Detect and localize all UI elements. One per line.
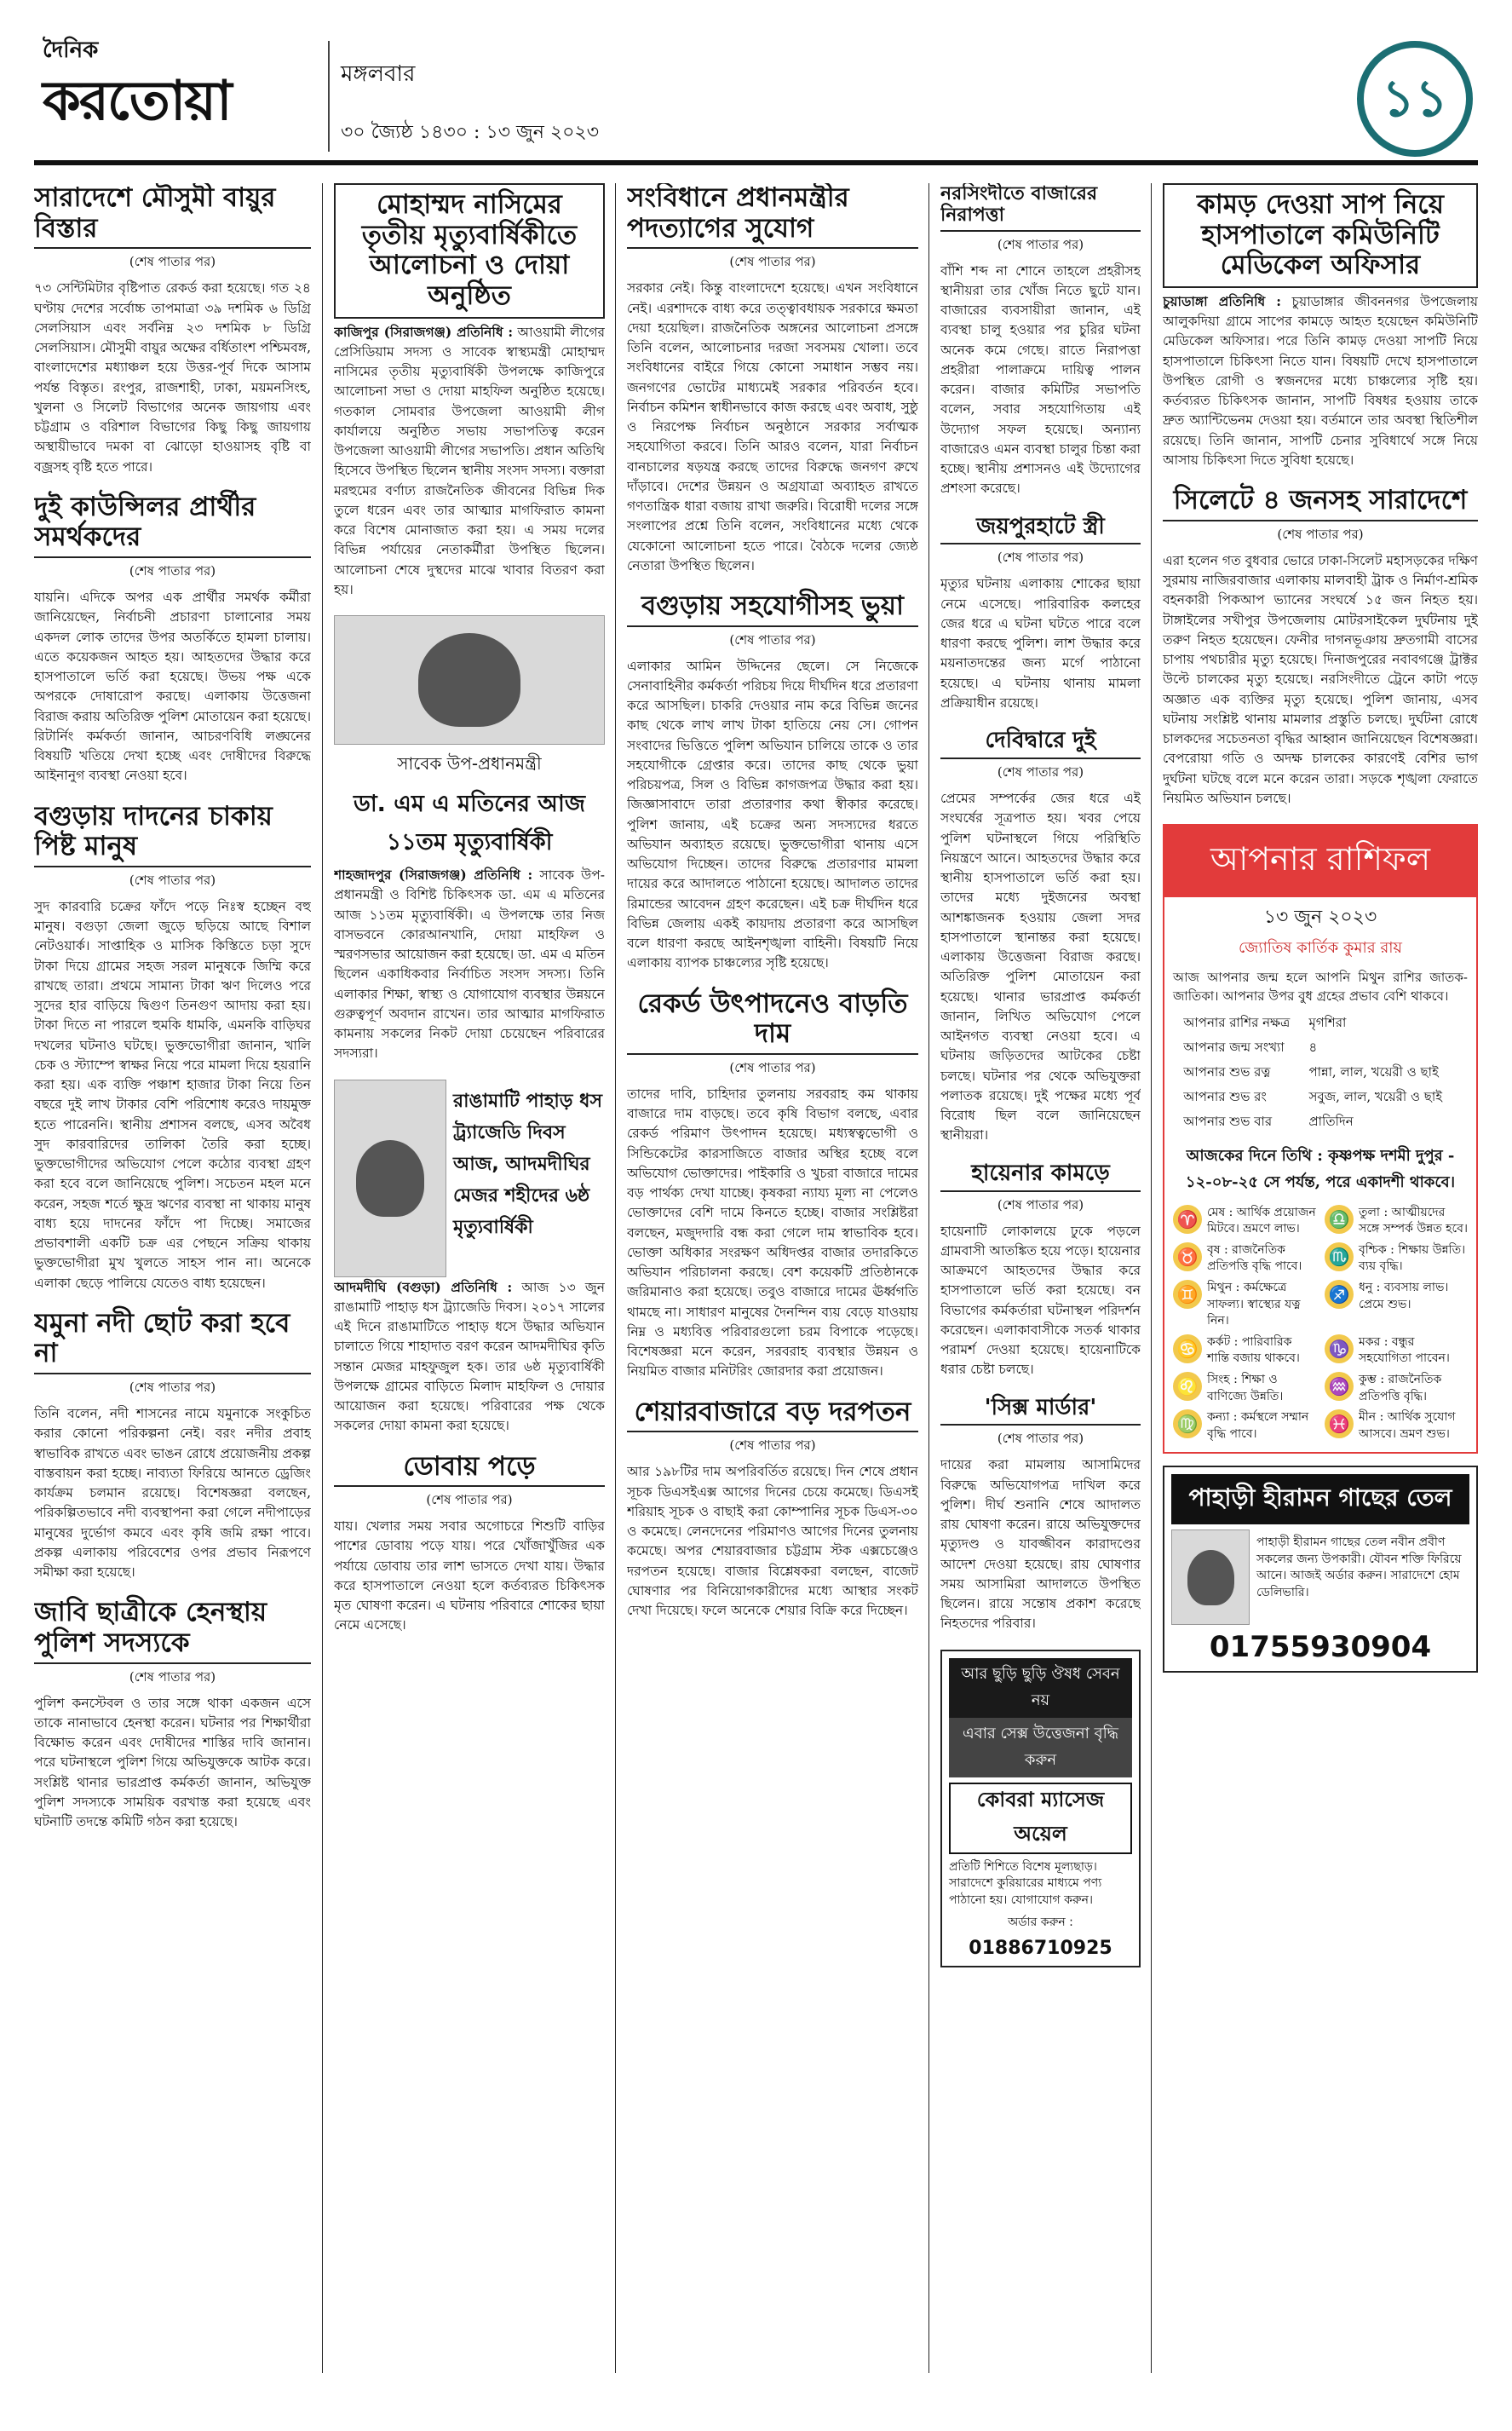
article-nasim [334,183,605,600]
article-jamuna [34,1309,311,1583]
row-label: আপনার জন্ম সংখ্যা [1183,1039,1285,1055]
continued-label: (শেষ পাতার পর) [729,254,816,270]
article-matin [334,615,605,1064]
article-byline: কাজিপুর (সিরাজগঞ্জ) প্রতিনিধি : [334,323,514,340]
article-body: সাবেক উপ-প্রধানমন্ত্রী ও বিশিষ্ট চিকিৎসক ডা. এম এ মতিনের আজ ১১তম মৃত্যুবার্ষিকী। এ উপলক্ষে তার নিজ বাসভবনে কোরআনখানি, দোয়া মাহফিল ও স্মরণসভার আয়োজন করা হয়েছে। ডা. এম এ মতিন ছিলেন একাধিকবার নির্বাচিত সংসদ সদস্য। তিনি এলাকার শিক্ষা, স্বাস্থ্য ও যোগাযোগ ব্যবস্থার উন্নয়নে গুরুত্বপূর্ণ অবদান রাখেন। তার আত্মার মাগফিরাত কামনায় সকলের নিকট দোয়া চেয়েছেন পরিবারের সদস্যরা। [334,867,605,1062]
ad-line: আর ছুড়ি ছুড়ি ঔষধ সেবন নয় [949,1658,1132,1718]
zodiac-text: মকর : বন্ধুর সহযোগিতা পাবেন। [1359,1334,1450,1366]
zodiac-text: মীন : আর্থিক সুযোগ আসবে। ভ্রমণ শুভ। [1359,1410,1456,1441]
row-value: প্রাতিদিন [1308,1113,1354,1129]
continued-label: (শেষ পাতার পর) [426,1492,513,1508]
zodiac-text: মিথুন : কর্মক্ষেত্রে সাফল্য। স্বাস্থ্যের যত্ন নিন। [1207,1280,1301,1328]
column-3 [627,183,918,2373]
article-body: এলাকার আমিন উদ্দিনের ছেলে। সে নিজেকে সেনাবাহিনীর কর্মকর্তা পরিচয় দিয়ে দীর্ঘদিন ধরে প্রতারণা করে আসছিল। চাকরি দেওয়ার নাম করে বিভিন্ন জনের কাছ থেকে লাখ লাখ টাকা হাতিয়ে নেয় সে। গোপন সংবাদের ভিত্তিতে পুলিশ অভিযান চালিয়ে তাকে ও তার সহযোগীকে গ্রেপ্তার করে। তাদের কাছ থেকে ভুয়া পরিচয়পত্র, সিল ও বিভিন্ন কাগজপত্র উদ্ধার করা হয়। জিজ্ঞাসাবাদে তারা প্রতারণার কথা স্বীকার করেছে। পুলিশ জানায়, এই চক্রের অন্য সদস্যদের ধরতে অভিযান অব্যাহত রয়েছে। ভুক্তভোগীরা থানায় এসে অভিযোগ দিচ্ছেন। তাদের বিরুদ্ধে প্রতারণার মামলা দায়ের করে আদালতে পাঠানো হয়েছে। আদালত তাদের রিমান্ডের আবেদন গ্রহণ করেছেন। এই চক্র দীর্ঘদিন ধরে বিভিন্ন জেলায় একই কায়দায় প্রতারণা করে আসছিল বলে ধারণা করছে আইনশৃঙ্খলা বাহিনী। বিষয়টি নিয়ে এলাকায় ব্যাপক চাঞ্চল্যের সৃষ্টি হয়েছে। [627,658,918,971]
zodiac-item [1173,1205,1316,1238]
article-byline: আদমদীঘি (বগুড়া) প্রতিনিধি : [334,1278,513,1295]
continued-label: (শেষ পাতার পর) [997,236,1084,252]
column-1 [34,183,311,2373]
ad-brand: কোবরা ম্যাসেজ অয়েল [949,1783,1132,1854]
article-hyena [940,1161,1141,1380]
zodiac-text: মেষ : আর্থিক প্রয়োজন মিটবে। ভ্রমণে লাভ। [1207,1205,1316,1236]
ad-body: প্রতিটি শিশিতে বিশেষ মূল্যছাড়। সারাদেশে কুরিয়ারের মাধ্যমে পণ্য পাঠানো হয়। যোগাযোগ করুন। [949,1859,1102,1907]
article-share [627,1397,918,1622]
article-snake [1163,183,1478,470]
portrait-image [418,633,520,727]
article-body: পুলিশ কনস্টেবল ও তার সঙ্গে থাকা একজন এসে তাকে নানাভাবে হেনস্থা করেন। ঘটনার পর শিক্ষার্থীরা বিক্ষোভ করেন এবং দোষীদের শাস্তির দাবি জানান। পরে ঘটনাস্থলে পুলিশ গিয়ে অভিযুক্তকে আটক করে। সংশ্লিষ্ট থানার ভারপ্রাপ্ত কর্মকর্তা জানান, অভিযুক্ত পুলিশ সদস্যকে সাময়িক বরখাস্ত করা হয়েছে এবং ঘটনাটি তদন্তে কমিটি গঠন করা হয়েছে। [34,1695,311,1830]
table-row [1180,1086,1460,1110]
continued-label: (শেষ পাতার পর) [729,631,816,648]
column-4 [940,183,1141,2373]
zodiac-item [1173,1409,1316,1443]
column-rule [1151,183,1152,2373]
continued-label: (শেষ পাতার পর) [997,1196,1084,1213]
zodiac-text: বৃষ : রাজনৈতিক প্রতিপত্তি বৃদ্ধি পাবে। [1207,1242,1302,1274]
article-body: চুয়াডাঙ্গার জীবননগর উপজেলায় আলুকদিয়া গ্রামে সাপের কামড়ে আহত হয়েছেন কমিউনিটি মেডিকেল অফিসার। পরে তিনি কামড় দেওয়া সাপটি নিয়ে হাসপাতালে চিকিৎসা নিতে যান। বিষয়টি দেখে হাসপাতালে উপস্থিত রোগী ও স্বজনদের মধ্যে চাঞ্চল্যের সৃষ্টি হয়। কর্তব্যরত চিকিৎসক জানান, সাপটি বিষধর হওয়ায় তাকে দ্রুত অ্যান্টিভেনম দেওয়া হয়। বর্তমানে তার অবস্থা স্থিতিশীল রয়েছে। তিনি জানান, সাপটি চেনার সুবিধার্থে সঙ্গে নিয়ে আসায় চিকিৎসা দিতে সুবিধা হয়েছে। [1163,293,1478,468]
column-2 [334,183,605,2373]
horoscope-intro: আজ আপনার জন্ম হলে আপনি মিথুন রাশির জাতক-জাতিকা। আপনার উপর বুধ গ্রহের প্রভাব বেশি থাকবে। [1173,970,1468,1004]
article-body: আজ ১৩ জুন রাঙামাটি পাহাড় ধস ট্র্যাজেডি দিবস। ২০১৭ সালের এই দিনে রাঙামাটিতে পাহাড় ধসে উদ্ধার অভিযান চালাতে গিয়ে শাহাদাত বরণ করেন আদমদীঘির কৃতি সন্তান মেজর মাহফুজুল হক। তার ৬ষ্ঠ মৃত্যুবার্ষিকী উপলক্ষে গ্রামের বাড়িতে মিলাদ মাহফিল ও দোয়ার আয়োজন করা হয়েছে। পরিবারের পক্ষ থেকে সকলের দোয়া কামনা করা হয়েছে। [334,1279,605,1434]
article-body: যায়নি। এদিকে অপর এক প্রার্থীর সমর্থক কর্মীরা জানিয়েছেন, নির্বাচনী প্রচারণা চালানোর সময় একদল লোক তাদের উপর অতর্কিতে হামলা চালায়। এতে কয়েকজন আহত হয়। আহতদের উদ্ধার করে হাসপাতালে ভর্তি করা হয়েছে। উভয় পক্ষ একে অপরকে দোষারোপ করছে। এলাকায় উত্তেজনা বিরাজ করায় অতিরিক্ত পুলিশ মোতায়েন করা হয়েছে। রিটার্নিং কর্মকর্তা জানান, আচরণবিধি লঙ্ঘনের বিষয়টি খতিয়ে দেখা হচ্ছে এবং দোষীদের বিরুদ্ধে আইনানুগ ব্যবস্থা নেওয়া হবে। [34,590,311,784]
continued-label: (শেষ পাতার পর) [997,550,1084,566]
article-fake [627,591,918,974]
article-body: ৭৩ সেন্টিমিটার বৃষ্টিপাত রেকর্ড করা হয়েছে। গত ২৪ ঘণ্টায় দেশের সর্বোচ্চ তাপমাত্রা ৩৯ দশমিক ৬ ডিগ্রি সেলসিয়াস এবং সর্বনিম্ন ২৩ দশমিক ৮ ডিগ্রি সেলসিয়াস। মৌসুমী বায়ুর অক্ষের বর্ধিতাংশ পশ্চিমবঙ্গ, বাংলাদেশের মধ্যাঞ্চল হয়ে উত্তর-পূর্ব দিকে আসাম পর্যন্ত বিস্তৃত। রংপুর, রাজশাহী, ঢাকা, ময়মনসিংহ, খুলনা ও সিলেট বিভাগের অনেক জায়গায় এবং চট্টগ্রাম ও বরিশাল বিভাগের কিছু কিছু জায়গায় অস্থায়ীভাবে দমকা বা ঝোড়ো হাওয়াসহ বৃষ্টি বা বজ্রসহ বৃষ্টি হতে পারে। [34,280,311,475]
article-body: তিনি বলেন, নদী শাসনের নামে যমুনাকে সংকুচিত করার কোনো পরিকল্পনা নেই। বরং নদীর প্রবাহ স্বাভাবিক রাখতে এবং ভাঙন রোধে প্রয়োজনীয় প্রকল্প বাস্তবায়ন করা হচ্ছে। নাব্যতা ফিরিয়ে আনতে ড্রেজিং কার্যক্রম চলমান রয়েছে। বিশেষজ্ঞরা বলছেন, পরিকল্পিতভাবে নদী ব্যবস্থাপনা করা গেলে নদীপাড়ের মানুষের দুর্ভোগ কমবে এবং কৃষি জমি রক্ষা পাবে। প্রকল্প এলাকায় পরিবেশের ওপর প্রভাব নিরূপণে সমীক্ষা করা হয়েছে। [34,1406,311,1581]
article-body: সুদ কারবারি চক্রের ফাঁদে পড়ে নিঃস্ব হচ্ছেন বহু মানুষ। বগুড়া জেলা জুড়ে ছড়িয়ে আছে বিশাল নেটওয়ার্ক। সাপ্তাহিক ও মাসিক কিস্তিতে চড়া সুদে টাকা দিয়ে গ্রামের সহজ সরল মানুষকে জিম্মি করে রাখছে তারা। প্রথমে সামান্য টাকা ঋণ দিলেও পরে সুদের হার বাড়িয়ে দ্বিগুণ তিনগুণ আদায় করা হয়। টাকা দিতে না পারলে হুমকি ধামকি, এমনকি বাড়িঘর দখলের ঘটনাও ঘটছে। ভুক্তভোগীরা জানান, খালি চেক ও স্ট্যাম্পে স্বাক্ষর নিয়ে পরে মামলা দিয়ে হয়রানি করা হয়। এক ব্যক্তি পঞ্চাশ হাজার টাকা নিয়ে তিন বছরে দুই লাখ টাকার বেশি পরিশোধ করেও দায়মুক্ত হতে পারেননি। স্থানীয় প্রশাসন বলছে, এসব অবৈধ সুদ কারবারিদের তালিকা তৈরি করা হচ্ছে। ভুক্তভোগীদের অভিযোগ পেলে কঠোর ব্যবস্থা গ্রহণ করা হবে বলে জানিয়েছে পুলিশ। সচেতন মহল মনে করেন, সহজ শর্তে ক্ষুদ্র ঋণের ব্যবস্থা না থাকায় মানুষ বাধ্য হয়ে দাদনের ফাঁদে পা দিচ্ছে। সমাজের প্রভাবশালী একটি চক্র এর পেছনে সক্রিয় থাকায় ভুক্তভোগীরা মুখ খুলতে সাহস পান না। অনেকে এলাকা ছেড়ে পালিয়ে যেতেও বাধ্য হয়েছেন। [34,898,311,1291]
article-body: যায়। খেলার সময় সবার অগোচরে শিশুটি বাড়ির পাশের ডোবায় পড়ে যায়। পরে খোঁজাখুঁজির এক পর্যায়ে ডোবায় তার লাশ ভাসতে দেখা যায়। উদ্ধার করে হাসপাতালে নেওয়া হলে কর্তব্যরত চিকিৎসক মৃত ঘোষণা করেন। এ ঘটনায় পরিবারে শোকের ছায়া নেমে এসেছে। [334,1518,605,1633]
article-headline: জয়পুরহাটে স্ত্রী [940,515,1141,545]
portrait-image [1187,1550,1234,1605]
article-headline: দেবিদ্বারে দুই [940,729,1141,759]
zodiac-item [1325,1334,1468,1368]
row-label: আপনার শুভ বার [1183,1113,1273,1129]
article-body: সরকার নেই। কিন্তু বাংলাদেশে হয়েছে। এখন সংবিধানে নেই। এরশাদকে বাধ্য করে তত্ত্বাবধায়ক সরকারে ক্ষমতা দেয়া হয়েছিল। রাজনৈতিক অঙ্গনের আলোচনা প্রসঙ্গে তিনি বলেন, আলোচনার দরজা সবসময় খোলা। তবে সংবিধানের বাইরে গিয়ে কোনো সমাধান সম্ভব নয়। জনগণের ভোটের মাধ্যমেই সরকার পরিবর্তন হবে। নির্বাচন কমিশন স্বাধীনভাবে কাজ করছে এবং অবাধ, সুষ্ঠু ও নিরপেক্ষ নির্বাচন অনুষ্ঠানে সরকার সর্বাত্মক সহযোগিতা করবে। তিনি আরও বলেন, যারা নির্বাচন বানচালের ষড়যন্ত্র করছে তাদের বিরুদ্ধে জনগণ রুখে দাঁড়াবে। দেশের উন্নয়ন ও অগ্রযাত্রা অব্যাহত রাখতে গণতান্ত্রিক ধারা বজায় রাখা জরুরি। বিরোধী দলের সঙ্গে সংলাপের প্রশ্নে তিনি বলেন, সংবিধানের মধ্যে থেকে যেকোনো আলোচনা হতে পারে। বৈঠকে দলের জ্যেষ্ঠ নেতারা উপস্থিত ছিলেন। [627,280,918,573]
continued-label: (শেষ পাতার পর) [997,1431,1084,1447]
aries-icon: ♈ [1173,1205,1202,1234]
article-headline: কামড় দেওয়া সাপ নিয়ে হাসপাতালে কমিউনিটি মেডিকেল অফিসার [1163,183,1478,288]
horoscope-title: আপনার রাশিফল [1164,826,1476,897]
ad-line: এবার সেক্স উত্তেজনা বৃদ্ধি করুন [949,1718,1132,1777]
article-monsoon [34,183,311,477]
masthead-rule [34,160,1478,165]
continued-label: (শেষ পাতার পর) [129,1380,216,1396]
article-councillor [34,493,311,786]
article-headline: বগুড়ায় সহযোগীসহ ভুয়া [627,591,918,627]
row-label: আপনার শুভ রং [1183,1088,1267,1104]
article-rangamati [334,1080,605,1437]
article-body: প্রেমের সম্পর্কের জের ধরে এই সংঘর্ষের সূত্রপাত হয়। খবর পেয়ে পুলিশ ঘটনাস্থলে গিয়ে পরিস্থিতি নিয়ন্ত্রণে আনে। আহতদের উদ্ধার করে স্থানীয় হাসপাতালে ভর্তি করা হয়। তাদের মধ্যে দুইজনের অবস্থা আশঙ্কাজনক হওয়ায় জেলা সদর হাসপাতালে স্থানান্তর করা হয়েছে। এলাকায় উত্তেজনা বিরাজ করছে। অতিরিক্ত পুলিশ মোতায়েন করা হয়েছে। থানার ভারপ্রাপ্ত কর্মকর্তা জানান, লিখিত অভিযোগ পেলে আইনগত ব্যবস্থা নেওয়া হবে। এ ঘটনায় জড়িতদের আটকের চেষ্টা চলছে। ঘটনার পর থেকে অভিযুক্তরা পলাতক রয়েছে। দুই পক্ষের মধ্যে পূর্ব বিরোধ ছিল বলে জানিয়েছেন স্থানীয়রা। [940,791,1141,1143]
article-headline: হায়েনার কামড়ে [940,1161,1141,1192]
article-body: দায়ের করা মামলায় আসামিদের বিরুদ্ধে অভিযোগপত্র দাখিল করে পুলিশ। দীর্ঘ শুনানি শেষে আদালত রায় ঘোষণা করেন। রায়ে অভিযুক্তদের মৃত্যুদণ্ড ও যাবজ্জীবন কারাদণ্ডের আদেশ দেওয়া হয়েছে। রায় ঘোষণার সময় আসামিরা আদালতে উপস্থিত ছিলেন। রায়ে সন্তোষ প্রকাশ করেছে নিহতদের পরিবার। [940,1457,1141,1632]
horoscope-date: ১৩ জুন ২০২৩ [1263,907,1377,929]
article-headline: মোহাম্মদ নাসিমের তৃতীয় মৃত্যুবার্ষিকীতে আলোচনা ও দোয়া অনুষ্ঠিত [334,183,605,319]
photo-caption: সাবেক উপ-প্রধানমন্ত্রী [397,753,542,775]
ad-phone: 01886710925 [969,1938,1112,1960]
horoscope-box [1163,824,1478,1454]
ad-body: পাহাড়ী হীরামন গাছের তেল নবীন প্রবীণ সকলের জন্য উপকারী। যৌবন শক্তি ফিরিয়ে আনে। আজই অর্ডার করুন। সারাদেশে হোম ডেলিভারি। [1256,1535,1462,1600]
zodiac-text: বৃশ্চিক : শিক্ষায় উন্নতি। ব্যয় বৃদ্ধি। [1359,1242,1466,1274]
masthead-divider [328,41,330,152]
gemini-icon: ♊ [1173,1280,1202,1309]
ad-photo [1171,1529,1250,1625]
cancer-icon: ♋ [1173,1334,1202,1363]
article-constitution [627,183,918,576]
masthead-date: ৩০ জ্যৈষ্ঠ ১৪৩০ : ১৩ জুন ২০২৩ [341,122,600,143]
article-headline: বগুড়ায় দাদনের চাকায় পিষ্ট মানুষ [34,802,311,867]
sagittarius-icon: ♐ [1325,1280,1354,1309]
article-headline: দুই কাউন্সিলর প্রার্থীর সমর্থকদের [34,493,311,558]
libra-icon: ♎ [1325,1205,1354,1234]
masthead [34,15,1478,160]
masthead-day: মঙ্গলবার [341,61,416,87]
column-rule [928,183,929,2373]
zodiac-item [1173,1280,1316,1330]
article-sylhet [1163,486,1478,809]
masthead-small-title: দৈনিক [43,37,99,63]
hiraman-oil-ad [1163,1466,1478,1673]
virgo-icon: ♍ [1173,1409,1202,1438]
portrait-image [356,1140,424,1217]
row-value: পান্না, লাল, খয়েরী ও ছাই [1308,1063,1439,1080]
table-row [1180,1061,1460,1086]
continued-label: (শেষ পাতার পর) [129,563,216,579]
capricorn-icon: ♑ [1325,1334,1354,1363]
zodiac-item [1325,1280,1468,1330]
article-headline: সংবিধানে প্রধানমন্ত্রীর পদত্যাগের সুযোগ [627,183,918,249]
article-body: আওয়ামী লীগের প্রেসিডিয়াম সদস্য ও সাবেক স্বাস্থ্যমন্ত্রী মোহাম্মদ নাসিমের তৃতীয় মৃত্যুবার্ষিকী উপলক্ষে কাজিপুরে আলোচনা সভা ও দোয়া মাহফিল অনুষ্ঠিত হয়েছে। গতকাল সোমবার উপজেলা আওয়ামী লীগ কার্যালয়ে অনুষ্ঠিত সভায় সভাপতিত্ব করেন উপজেলা আওয়ামী লীগের সভাপতি। প্রধান অতিথি হিসেবে উপস্থিত ছিলেন স্থানীয় সংসদ সদস্য। বক্তারা মরহুমের বর্ণাঢ্য রাজনৈতিক জীবনের বিভিন্ন দিক তুলে ধরেন এবং তার আত্মার মাগফিরাত কামনা করে বিশেষ মোনাজাত করা হয়। এ সময় দলের বিভিন্ন পর্যায়ের নেতাকর্মীরা উপস্থিত ছিলেন। আলোচনা শেষে দুস্থদের মাঝে খাবার বিতরণ করা হয়। [334,324,605,597]
article-headline: সিলেটে ৪ জনসহ সারাদেশে [1163,486,1478,521]
article-joypurhat [940,515,1141,714]
major-photo [334,1080,446,1277]
zodiac-item [1173,1242,1316,1276]
table-row [1180,1110,1460,1135]
zodiac-text: কন্যা : কর্মস্থলে সম্মান বৃদ্ধি পাবে। [1207,1410,1309,1441]
pisces-icon: ♓ [1325,1409,1354,1438]
article-headline: শেয়ারবাজারে বড় দরপতন [627,1397,918,1433]
article-headline: নরসিংদীতে বাজারের নিরাপত্তা [940,183,1141,232]
article-body: মৃত্যুর ঘটনায় এলাকায় শোকের ছায়া নেমে এসেছে। পারিবারিক কলহের জের ধরে এ ঘটনা ঘটতে পারে বলে ধারণা করছে পুলিশ। লাশ উদ্ধার করে ময়নাতদন্তের জন্য মর্গে পাঠানো হয়েছে। এ ঘটনায় থানায় মামলা প্রক্রিয়াধীন রয়েছে। [940,576,1141,711]
article-body: তাদের দাবি, চাহিদার তুলনায় সরবরাহ কম থাকায় বাজারে দাম বাড়ছে। তবে কৃষি বিভাগ বলছে, এবার রেকর্ড পরিমাণ উৎপাদন হয়েছে। মধ্যস্বত্বভোগী ও সিন্ডিকেটের কারসাজিতে বাজার অস্থির হচ্ছে বলে অভিযোগ ভোক্তাদের। পাইকারি ও খুচরা বাজারে দামের বড় পার্থক্য দেখা যাচ্ছে। কৃষকরা ন্যায্য মূল্য না পেলেও ভোক্তাদের বেশি দামে কিনতে হচ্ছে। বাজার সংশ্লিষ্টরা বলছেন, মজুদদারি বন্ধ করা গেলে দাম স্বাভাবিক হবে। ভোক্তা অধিকার সংরক্ষণ অধিদপ্তর বাজার তদারকিতে অভিযান পরিচালনা করছে। বেশ কয়েকটি প্রতিষ্ঠানকে জরিমানাও করা হয়েছে। তবুও বাজারে দামের ঊর্ধ্বগতি থামছে না। সাধারণ মানুষের দৈনন্দিন ব্যয় বেড়ে যাওয়ায় নিম্ন ও মধ্যবিত্ত পরিবারগুলো চরম বিপাকে পড়েছে। বিশেষজ্ঞরা মনে করেন, সরবরাহ ব্যবস্থার উন্নয়ন ও নিয়মিত বাজার মনিটরিং জোরদার করা প্রয়োজন। [627,1086,918,1380]
continued-label: (শেষ পাতার পর) [729,1437,816,1454]
ad-phone-label: অর্ডার করুন : [1008,1915,1073,1930]
article-debidwar [940,729,1141,1145]
row-label: আপনার রাশির নক্ষত্র [1183,1014,1291,1030]
aquarius-icon: ♒ [1325,1372,1354,1401]
article-jabi [34,1598,311,1832]
horoscope-tithi: আজকের দিনে তিথি : কৃষ্ণপক্ষ দশমী দুপুর - ১২-০৮-২৫ সে পর্যন্ত, পরে একাদশী থাকবে। [1185,1146,1456,1191]
matin-photo [334,615,605,745]
article-narsingdi [940,183,1141,499]
article-headline: রাঙামাটি পাহাড় ধস ট্র্যাজেডি দিবস আজ, আদমদীঘির মেজর শহীদের ৬ষ্ঠ মৃত্যুবার্ষিকী [453,1090,603,1238]
continued-label: (শেষ পাতার পর) [729,1059,816,1075]
scorpio-icon: ♏ [1325,1242,1354,1271]
zodiac-item [1325,1205,1468,1238]
zodiac-item [1325,1409,1468,1443]
row-value: মৃগশিরা [1308,1014,1347,1030]
ad-headline: পাহাড়ী হীরামন গাছের তেল [1171,1474,1469,1524]
zodiac-item [1173,1372,1316,1405]
zodiac-text: সিংহ : শিক্ষা ও বাণিজ্যে উন্নতি। [1207,1372,1284,1403]
zodiac-text: কুম্ভ : রাজনৈতিক প্রতিপত্তি বৃদ্ধি। [1359,1372,1442,1403]
article-six-murder [940,1396,1141,1634]
article-body: এরা হলেন গত বুধবার ভোরে ঢাকা-সিলেট মহাসড়কের দক্ষিণ সুরমায় নাজিরবাজার এলাকায় মালবাহী ট্রাক ও নির্মাণ-শ্রমিক বহনকারী পিকআপ ভ্যানের সংঘর্ষে ১৫ জন নিহত হয়। টাঙ্গাইলের সখীপুর উপজেলায় মোটরসাইকেল দুর্ঘটনায় দুই তরুণ নিহত হয়েছেন। ফেনীর দাগনভূঞায় দ্রুতগামী বাসের চাপায় পথচারীর মৃত্যু হয়েছে। দিনাজপুরের নবাবগঞ্জে ট্রাক্টর উল্টে চালকের মৃত্যু হয়েছে। নরসিংদীতে ট্রেনে কাটা পড়ে অজ্ঞাত এক ব্যক্তির মৃত্যু হয়েছে। পুলিশ জানায়, এসব ঘটনায় সংশ্লিষ্ট থানায় মামলার প্রস্তুতি চলছে। দুর্ঘটনা রোধে চালকদের সচেতনতা বৃদ্ধির আহ্বান জানিয়েছেন বিশেষজ্ঞরা। বেপরোয়া গতি ও অদক্ষ চালকের কারণেই বেশির ভাগ দুর্ঘটনা ঘটছে বলে মনে করেন তারা। সড়কে শৃঙ্খলা ফেরাতে নিয়মিত অভিযান চলছে। [1163,552,1478,806]
row-value: সবুজ, লাল, খয়েরী ও ছাই [1308,1088,1443,1104]
page-number: ১১ [1357,41,1473,157]
horoscope-author: জ্যোতিষ কার্তিক কুমার রায় [1238,939,1403,958]
article-byline: শাহজাদপুর (সিরাজগঞ্জ) প্রতিনিধি : [334,867,533,884]
zodiac-item [1325,1242,1468,1276]
zodiac-item [1173,1334,1316,1368]
column-rule [615,183,616,2373]
continued-label: (শেষ পাতার পর) [1277,526,1364,542]
article-headline: জাবি ছাত্রীকে হেনস্থায় পুলিশ সদস্যকে [34,1598,311,1663]
horoscope-table [1180,1011,1460,1135]
row-label: আপনার শুভ রত্ন [1183,1063,1271,1080]
zodiac-text: ধনু : ব্যবসায় লাভ। প্রেমে শুভ। [1359,1280,1449,1311]
article-doba [334,1452,605,1636]
article-headline: সারাদেশে মৌসুমী বায়ুর বিস্তার [34,183,311,249]
taurus-icon: ♉ [1173,1242,1202,1271]
table-row [1180,1011,1460,1036]
continued-label: (শেষ পাতার পর) [129,872,216,888]
column-rule [322,183,323,2373]
ad-phone: 01755930904 [1209,1630,1432,1665]
row-value: ৪ [1308,1039,1318,1055]
cobra-ad [940,1650,1141,1968]
continued-label: (শেষ পাতার পর) [997,764,1084,781]
continued-label: (শেষ পাতার পর) [129,1668,216,1685]
article-body: বাঁশি শব্দ না শোনে তাহলে প্রহরীসহ স্থানীয়রা তার খোঁজ নিতে ছুটে যান। বাজারের ব্যবসায়ীরা জানান, এই ব্যবস্থা চালু হওয়ার পর চুরির ঘটনা অনেক কমে গেছে। রাতে নিরাপত্তা প্রহরীরা পালাক্রমে দায়িত্ব পালন করেন। বাজার কমিটির সভাপতি বলেন, সবার সহযোগিতায় এই উদ্যোগ সফল হয়েছে। অন্যান্য বাজারেও এমন ব্যবস্থা চালুর চিন্তা করা হচ্ছে। স্থানীয় প্রশাসনও এই উদ্যোগের প্রশংসা করেছে। [940,262,1141,497]
article-price [627,989,918,1382]
article-headline: 'সিক্স মার্ডার' [940,1396,1141,1426]
table-row [1180,1036,1460,1061]
article-byline: চুয়াডাঙ্গা প্রতিনিধি : [1163,292,1281,309]
continued-label: (শেষ পাতার পর) [129,254,216,270]
article-headline: ডা. এম এ মতিনের আজ ১১তম মৃত্যুবার্ষিকী [353,791,586,856]
article-body: আর ১৯৮টির দাম অপরিবর্তিত রয়েছে। দিন শেষে প্রধান সূচক ডিএসইএক্স আগের দিনের চেয়ে কমেছে। ডিএসই শরিয়াহ সূচক ও বাছাই করা কোম্পানির সূচক ডিএস-৩০ ও কমেছে। লেনদেনের পরিমাণও আগের দিনের তুলনায় কমেছে। অপর শেয়ারবাজার চট্টগ্রাম স্টক এক্সচেঞ্জেও দরপতন হয়েছে। বাজার বিশ্লেষকরা বলছেন, বাজেট ঘোষণার পর বিনিয়োগকারীদের মধ্যে আস্থার সংকট দেখা দিয়েছে। ফলে অনেকে শেয়ার বিক্রি করে দিচ্ছেন। [627,1464,918,1619]
leo-icon: ♌ [1173,1372,1202,1401]
zodiac-item [1325,1372,1468,1405]
zodiac-grid [1164,1200,1476,1453]
article-body: হায়েনাটি লোকালয়ে ঢুকে পড়লে গ্রামবাসী আতঙ্কিত হয়ে পড়ে। হায়েনার আক্রমণে আহতদের উদ্ধার করে হাসপাতালে ভর্তি করা হয়েছে। বন বিভাগের কর্মকর্তারা ঘটনাস্থল পরিদর্শন করেছেন। এলাকাবাসীকে সতর্ক থাকার পরামর্শ দেওয়া হয়েছে। হায়েনাটিকে ধরার চেষ্টা চলছে। [940,1223,1141,1378]
article-headline: ডোবায় পড়ে [334,1452,605,1488]
zodiac-text: কর্কট : পারিবারিক শান্তি বজায় থাকবে। [1207,1334,1300,1366]
zodiac-text: তুলা : আত্মীয়দের সঙ্গে সম্পর্ক উন্নত হবে। [1359,1205,1468,1236]
article-headline: যমুনা নদী ছোট করা হবে না [34,1309,311,1374]
masthead-logo: করতোয়া [43,70,231,133]
article-dadon [34,802,311,1293]
article-headline: রেকর্ড উৎপাদনেও বাড়তি দাম [627,989,918,1055]
column-5 [1163,183,1478,2373]
